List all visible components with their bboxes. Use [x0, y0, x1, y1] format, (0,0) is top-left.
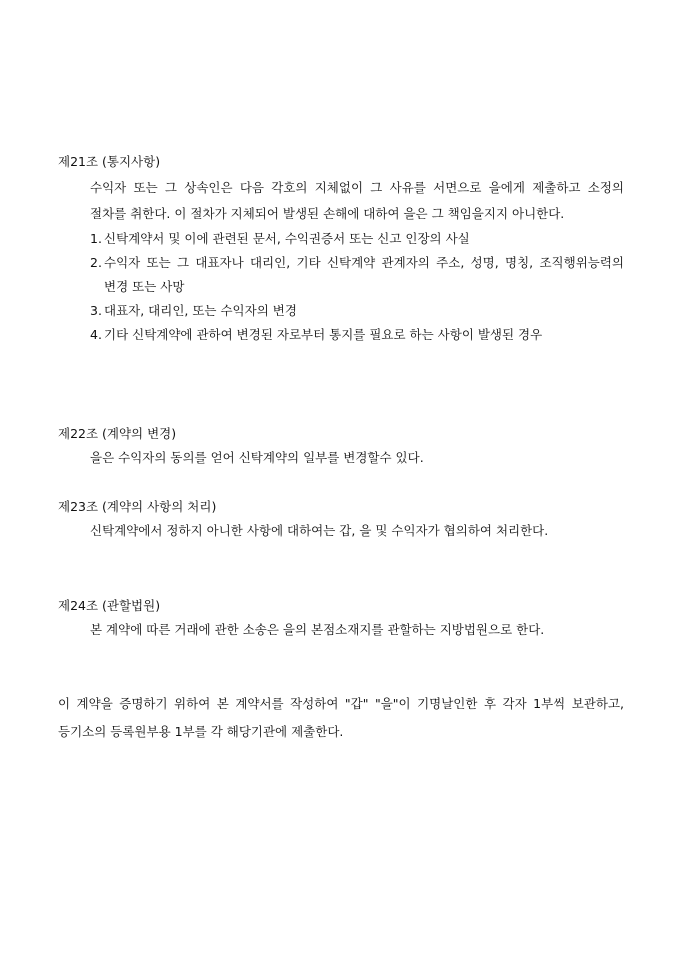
list-item-text: 신탁계약서 및 이에 관련된 문서, 수익권증서 또는 신고 인장의 사실 — [104, 231, 470, 246]
list-item — [90, 323, 624, 347]
list-item-text: 기타 신탁계약에 관하여 변경된 자로부터 통지를 필요로 하는 사항이 발생된 경우 — [104, 327, 543, 342]
article-21-heading: 제21조 (통지사항) — [58, 154, 161, 169]
article-21-list — [58, 227, 624, 347]
closing-statement: 이 계약을 증명하기 위하여 본 계약서를 작성하여 "갑" "을"이 기명날인한 후 각자 1부씩 보관하고, 등기소의 등록원부용 1부를 각 해당기관에 제출한다. — [58, 696, 624, 739]
article-23-body: 신탁계약에서 정하지 아니한 사항에 대하여는 갑, 을 및 수익자가 협의하여 처리한다. — [90, 523, 549, 538]
list-item-text: 수익자 또는 그 대표자나 대리인, 기타 신탁계약 관계자의 주소, 성명, 명칭, 조직행위능력의 변경 또는 사망 — [104, 255, 624, 294]
list-item-number: 1. — [90, 231, 102, 246]
list-item — [90, 299, 624, 323]
list-item-text: 대표자, 대리인, 또는 수익자의 변경 — [104, 303, 297, 318]
article-22 — [58, 424, 624, 471]
article-23-heading: 제23조 (계약의 사항의 처리) — [58, 499, 217, 514]
article-24-body: 본 계약에 따른 거래에 관한 소송은 을의 본점소재지를 관할하는 지방법원으로 한다. — [90, 622, 545, 637]
list-item — [90, 227, 624, 251]
list-item-number: 4. — [90, 327, 102, 342]
article-24-heading: 제24조 (관할법원) — [58, 598, 161, 613]
article-24 — [58, 596, 624, 643]
list-item — [90, 251, 624, 299]
list-item-number: 2. — [90, 255, 102, 270]
article-22-body: 을은 수익자의 동의를 얻어 신탁계약의 일부를 변경할수 있다. — [90, 450, 424, 465]
article-21 — [58, 152, 624, 347]
article-23 — [58, 497, 624, 544]
article-21-body: 수익자 또는 그 상속인은 다음 각호의 지체없이 그 사유를 서면으로 을에게 제출하고 소정의 절차를 취한다. 이 절차가 지체되어 발생된 손해에 대하여 을은 그 책임을지지 아니한다. — [90, 180, 624, 221]
article-22-heading: 제22조 (계약의 변경) — [58, 426, 177, 441]
list-item-number: 3. — [90, 303, 102, 318]
